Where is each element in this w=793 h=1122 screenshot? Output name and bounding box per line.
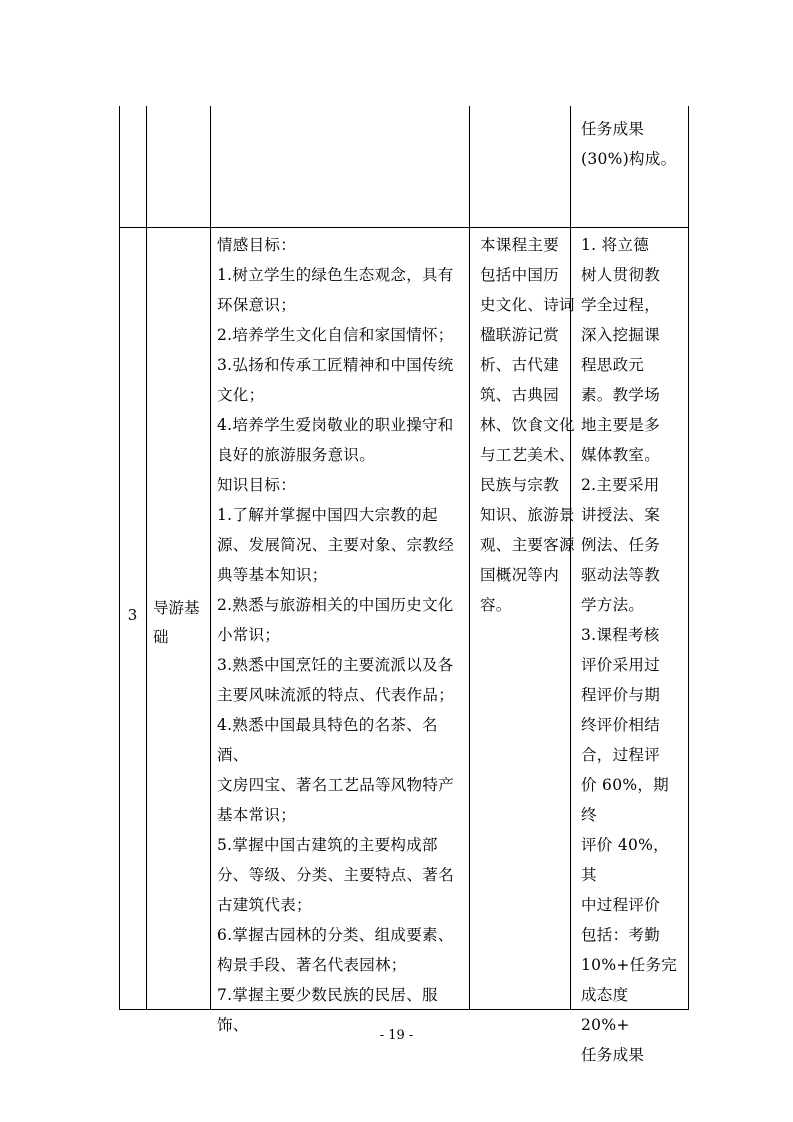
row-divider bbox=[120, 227, 688, 228]
col-divider-1 bbox=[146, 106, 147, 1009]
row-number: 3 bbox=[127, 606, 138, 624]
prev-row-method-text: 任务成果 (30%)构成。 bbox=[581, 120, 677, 168]
course-content: 本课程主要 包括中国历 史文化、诗词 楹联游记赏 析、古代建 筑、古典园 林、饮食文化 与工艺美术、 民族与宗教 知识、旅游景 观、主要客源 国概况等内 容。 bbox=[480, 236, 575, 614]
course-goals: 情感目标： 1.树立学生的绿色生态观念，具有 环保意识； 2.培养学生文化自信和家国情怀； 3.弘扬和传承工匠精神和中国传统 文化； 4.培养学生爱岗敬业的职业操守和 良好的旅游服务意识。 知识目标： 1.了解并掌握中国四大宗教的起 源、发展简况、主要对象、宗教经 典等基本知识； 2.熟悉与旅游相关的中国历史文化 小常识； 3.熟悉中国烹饪的主要流派以及各 主要风味流派的特点、代表作品； 4.熟悉中国最具特色的名茶、名酒、 文房四宝、著名工艺品等风物特产 基本常识； 5.掌握中国古建筑的主要构成部 分、等级、分类、主要特点、著名 古建筑代表； 6.掌握古园林的分类、组成要素、 构景手段、著名代表园林； 7.掌握主要少数民族的民居、服饰、 bbox=[217, 236, 455, 1034]
col-divider-3 bbox=[469, 106, 470, 1009]
course-name: 导游基 础 bbox=[153, 599, 200, 646]
page-number: - 19 - bbox=[379, 1028, 414, 1043]
teaching-method: 1. 将立德 树人贯彻教 学全过程， 深入挖掘课 程思政元 素。教学场 地主要是多 媒体教室。 2.主要采用 讲授法、案 例法、任务 驱动法等教 学方法。 3.课程考核 评价采用过 程评价与期 终评价相结 合，过程评 价 60%，期终 评价 40%，其 中过程评价 包括：考勤 10%+任务完 成态度 20%+ 任务成果 bbox=[581, 236, 678, 1064]
col-divider-2 bbox=[210, 106, 211, 1009]
